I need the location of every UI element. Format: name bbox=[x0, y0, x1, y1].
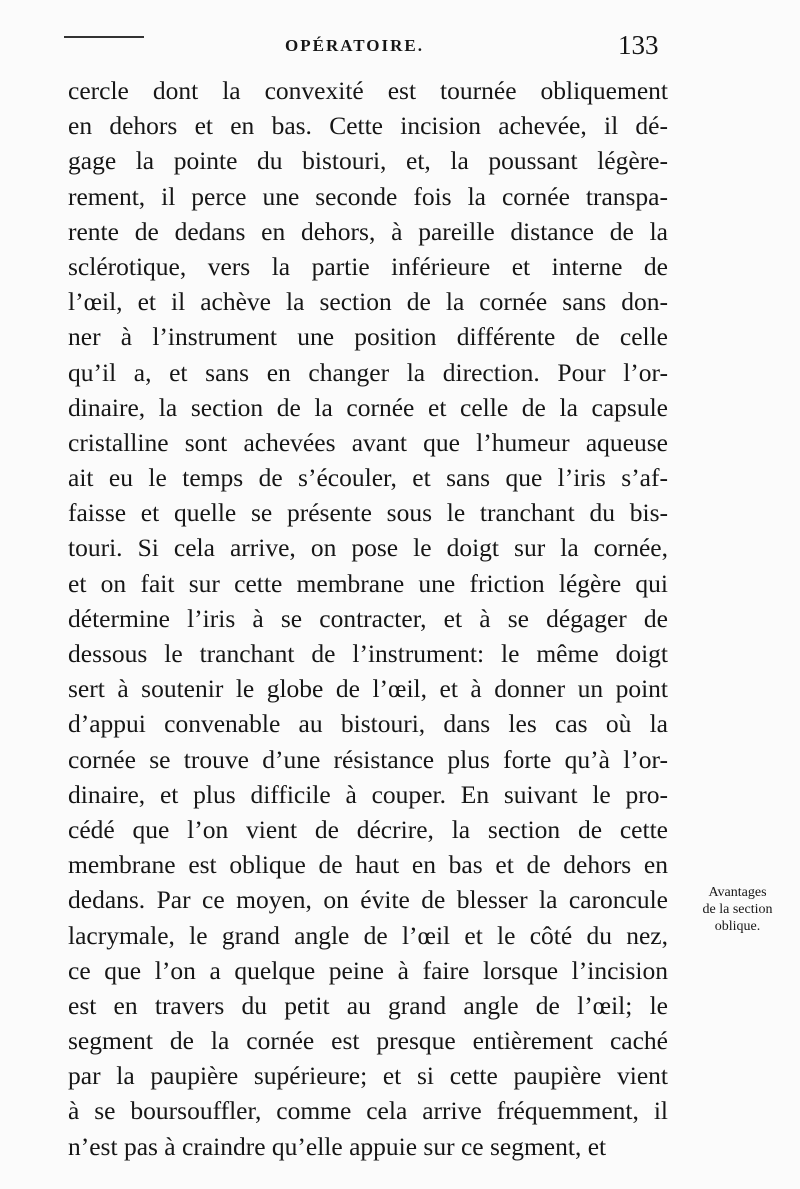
margin-note-line: oblique. bbox=[714, 919, 761, 934]
text-line: en dehors et en bas. Cette incision achevée, il dé- bbox=[68, 111, 668, 141]
text-line: sclérotique, vers la partie inférieure et interne de bbox=[68, 251, 668, 281]
text-line: faisse et quelle se présente sous le tranchant du bis- bbox=[68, 498, 668, 528]
text-line: segment de la cornée est presque entièrement caché bbox=[68, 1026, 668, 1056]
text-line: dinaire, et plus difficile à couper. En suivant le pro- bbox=[68, 779, 668, 809]
text-line: ce que l’on a quelque peine à faire lorsque l’incision bbox=[68, 955, 668, 985]
page-number: 133 bbox=[618, 30, 659, 60]
text-line: d’appui convenable au bistouri, dans les cas où la bbox=[68, 709, 668, 739]
margin-note bbox=[680, 884, 795, 935]
text-line: et on fait sur cette membrane une friction légère qui bbox=[68, 568, 668, 598]
margin-note-line: de la section bbox=[702, 902, 773, 917]
body-text bbox=[68, 73, 668, 1164]
text-line: cédé que l’on vient de décrire, la section de cette bbox=[68, 814, 668, 844]
header-rule bbox=[64, 36, 144, 38]
text-line: dinaire, la section de la cornée et celle de la capsule bbox=[68, 392, 668, 422]
text-line: cercle dont la convexité est tournée obliquement bbox=[68, 76, 668, 105]
text-line: est en travers du petit au grand angle de l’œil; le bbox=[68, 990, 668, 1020]
running-title: OPÉRATOIRE. bbox=[285, 36, 424, 55]
margin-note-line: Avantages bbox=[708, 885, 767, 900]
text-line: l’œil, et il achève la section de la cornée sans don- bbox=[68, 287, 668, 317]
text-line: qu’il a, et sans en changer la direction. Pour l’or- bbox=[68, 357, 668, 387]
text-line: cristalline sont achevées avant que l’humeur aqueuse bbox=[68, 427, 668, 457]
text-line: rement, il perce une seconde fois la cornée transpa- bbox=[68, 181, 668, 211]
text-line: touri. Si cela arrive, on pose le doigt sur la cornée, bbox=[68, 533, 668, 563]
text-line: détermine l’iris à se contracter, et à se dégager de bbox=[68, 603, 668, 633]
text-line: ner à l’instrument une position différente de celle bbox=[68, 322, 668, 352]
text-line: rente de dedans en dehors, à pareille distance de la bbox=[68, 216, 668, 246]
text-line: par la paupière supérieure; et si cette paupière vient bbox=[68, 1061, 668, 1091]
text-line: sert à soutenir le globe de l’œil, et à donner un point bbox=[68, 674, 668, 704]
text-line: dessous le tranchant de l’instrument: le même doigt bbox=[68, 639, 668, 668]
text-line: dedans. Par ce moyen, on évite de blesser la caroncule bbox=[68, 885, 668, 915]
text-line: ait eu le temps de s’écouler, et sans que l’iris s’af- bbox=[68, 463, 668, 493]
text-line: lacrymale, le grand angle de l’œil et le côté du nez, bbox=[68, 920, 668, 950]
text-line: à se boursouffler, comme cela arrive fréquemment, il bbox=[68, 1096, 668, 1126]
text-line: n’est pas à craindre qu’elle appuie sur ce segment, et bbox=[68, 1131, 607, 1161]
text-line: cornée se trouve d’une résistance plus forte qu’à l’or- bbox=[68, 744, 668, 774]
text-line: gage la pointe du bistouri, et, la poussant légère- bbox=[68, 146, 668, 176]
text-line: membrane est oblique de haut en bas et de dehors en bbox=[68, 850, 668, 880]
